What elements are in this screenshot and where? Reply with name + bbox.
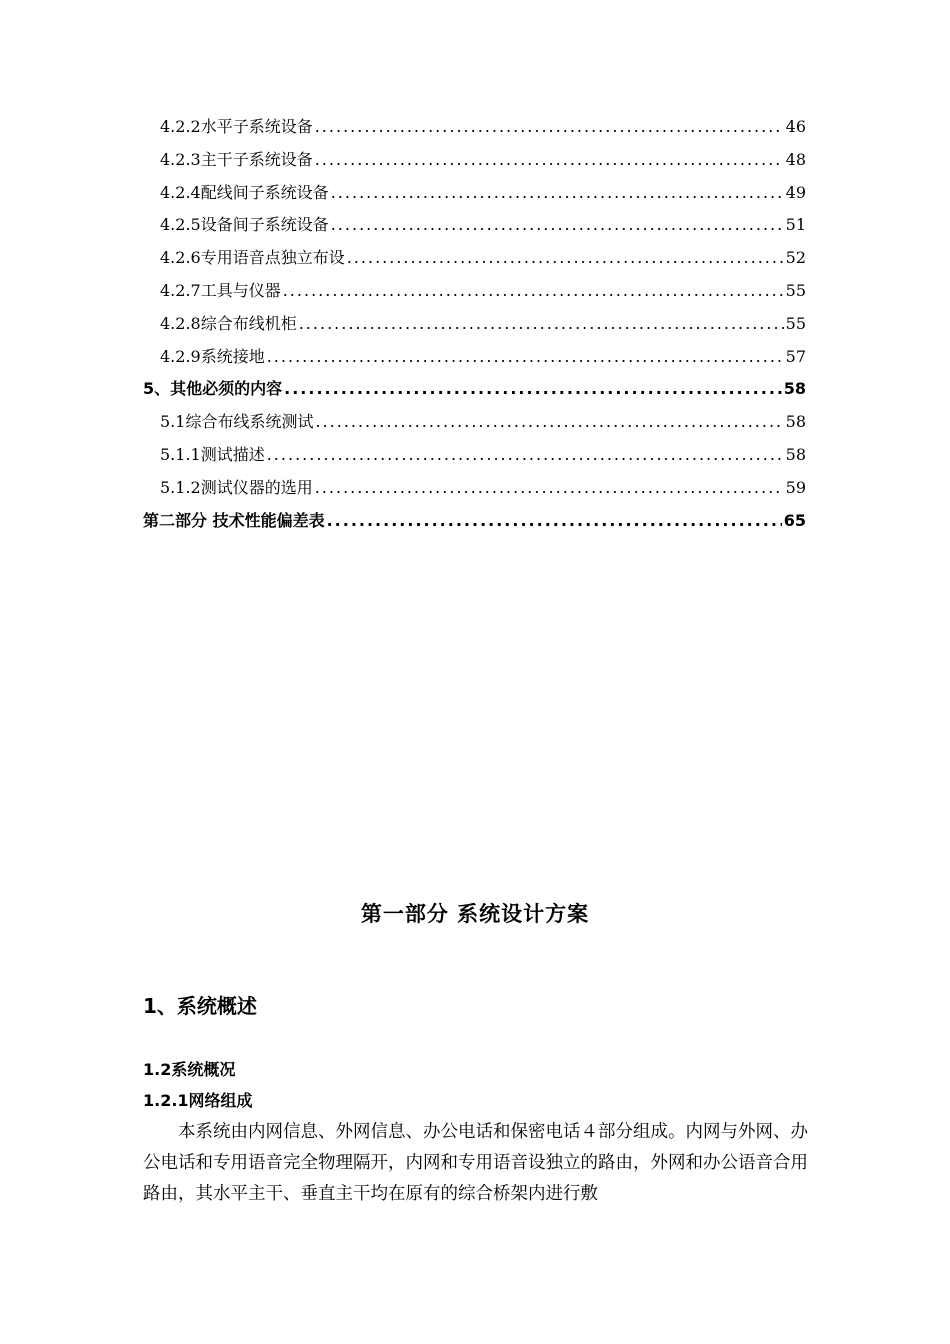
toc-entry-part[interactable] xyxy=(143,508,806,541)
toc-entry-page: 49 xyxy=(785,182,806,202)
toc-entry-title: 5.1.1测试描述 xyxy=(160,444,265,464)
toc-entry[interactable] xyxy=(143,409,806,442)
toc-entry-title: 第二部分 技术性能偏差表 xyxy=(143,510,325,530)
toc-entry-title: 5、其他必须的内容 xyxy=(143,379,283,399)
toc-entry-page: 51 xyxy=(785,215,806,235)
toc-entry-page: 58 xyxy=(785,444,806,464)
toc-leader-dots xyxy=(283,281,784,300)
toc-entry-page: 57 xyxy=(785,346,806,366)
toc-leader-dots xyxy=(299,314,784,333)
toc-entry-title: 5.1.2测试仪器的选用 xyxy=(160,477,313,497)
toc-entry[interactable] xyxy=(143,311,806,344)
toc-leader-dots xyxy=(315,412,783,431)
toc-entry-title: 4.2.8综合布线机柜 xyxy=(160,313,297,333)
toc-entry-chapter[interactable] xyxy=(143,376,806,409)
toc-leader-dots xyxy=(267,347,784,366)
toc-entry[interactable] xyxy=(143,147,806,180)
toc-entry[interactable] xyxy=(143,344,806,377)
part-title: 第一部分 系统设计方案 xyxy=(360,902,590,926)
toc-entry-page: 52 xyxy=(785,248,806,268)
toc-entry-title: 4.2.7工具与仪器 xyxy=(160,280,281,300)
toc-entry-page: 58 xyxy=(783,379,806,399)
section-heading: 1、系统概述 xyxy=(143,994,257,1018)
toc-leader-dots xyxy=(331,215,784,234)
subsubsection-heading: 1.2.1网络组成 xyxy=(143,1091,253,1110)
toc-leader-dots xyxy=(331,183,784,202)
table-of-contents xyxy=(143,114,806,540)
toc-entry-page: 46 xyxy=(785,117,806,136)
toc-leader-dots xyxy=(347,248,784,267)
toc-leader-dots xyxy=(315,478,784,497)
toc-entry-title: 4.2.9系统接地 xyxy=(160,346,265,366)
subsection-heading: 1.2系统概况 xyxy=(143,1060,236,1079)
toc-entry-title: 4.2.4配线间子系统设备 xyxy=(160,182,329,202)
body-paragraph: 本系统由内网信息、外网信息、办公电话和保密电话４部分组成。内网与外网、办公电话和专用语音完全物理隔开，内网和专用语音设独立的路由，外网和办公语音合用路由，其水平主干、垂直主干均在原有的综合桥架内进行敷 xyxy=(143,1122,808,1204)
toc-entry[interactable] xyxy=(143,442,806,475)
toc-leader-dots xyxy=(267,445,784,464)
toc-entry-page: 55 xyxy=(785,280,806,300)
toc-leader-dots xyxy=(327,511,782,530)
toc-entry-title: 4.2.2水平子系统设备 xyxy=(160,117,313,136)
toc-leader-dots xyxy=(315,117,784,136)
toc-entry-page: 59 xyxy=(785,477,806,497)
toc-leader-dots xyxy=(284,379,782,398)
toc-leader-dots xyxy=(315,150,784,169)
toc-entry-page: 58 xyxy=(785,412,806,432)
toc-entry[interactable] xyxy=(143,475,806,508)
toc-entry-page: 55 xyxy=(785,313,806,333)
toc-entry[interactable] xyxy=(143,278,806,311)
toc-entry-title: 4.2.5设备间子系统设备 xyxy=(160,215,329,235)
toc-entry-title: 5.1综合布线系统测试 xyxy=(160,412,314,432)
toc-entry[interactable] xyxy=(143,245,806,278)
toc-entry-page: 65 xyxy=(783,510,806,530)
toc-entry-title: 4.2.6专用语音点独立布设 xyxy=(160,248,345,268)
toc-entry[interactable] xyxy=(143,114,806,147)
toc-entry[interactable] xyxy=(143,180,806,213)
toc-entry-title: 4.2.3主干子系统设备 xyxy=(160,149,313,169)
toc-entry-page: 48 xyxy=(785,149,806,169)
toc-entry[interactable] xyxy=(143,212,806,245)
